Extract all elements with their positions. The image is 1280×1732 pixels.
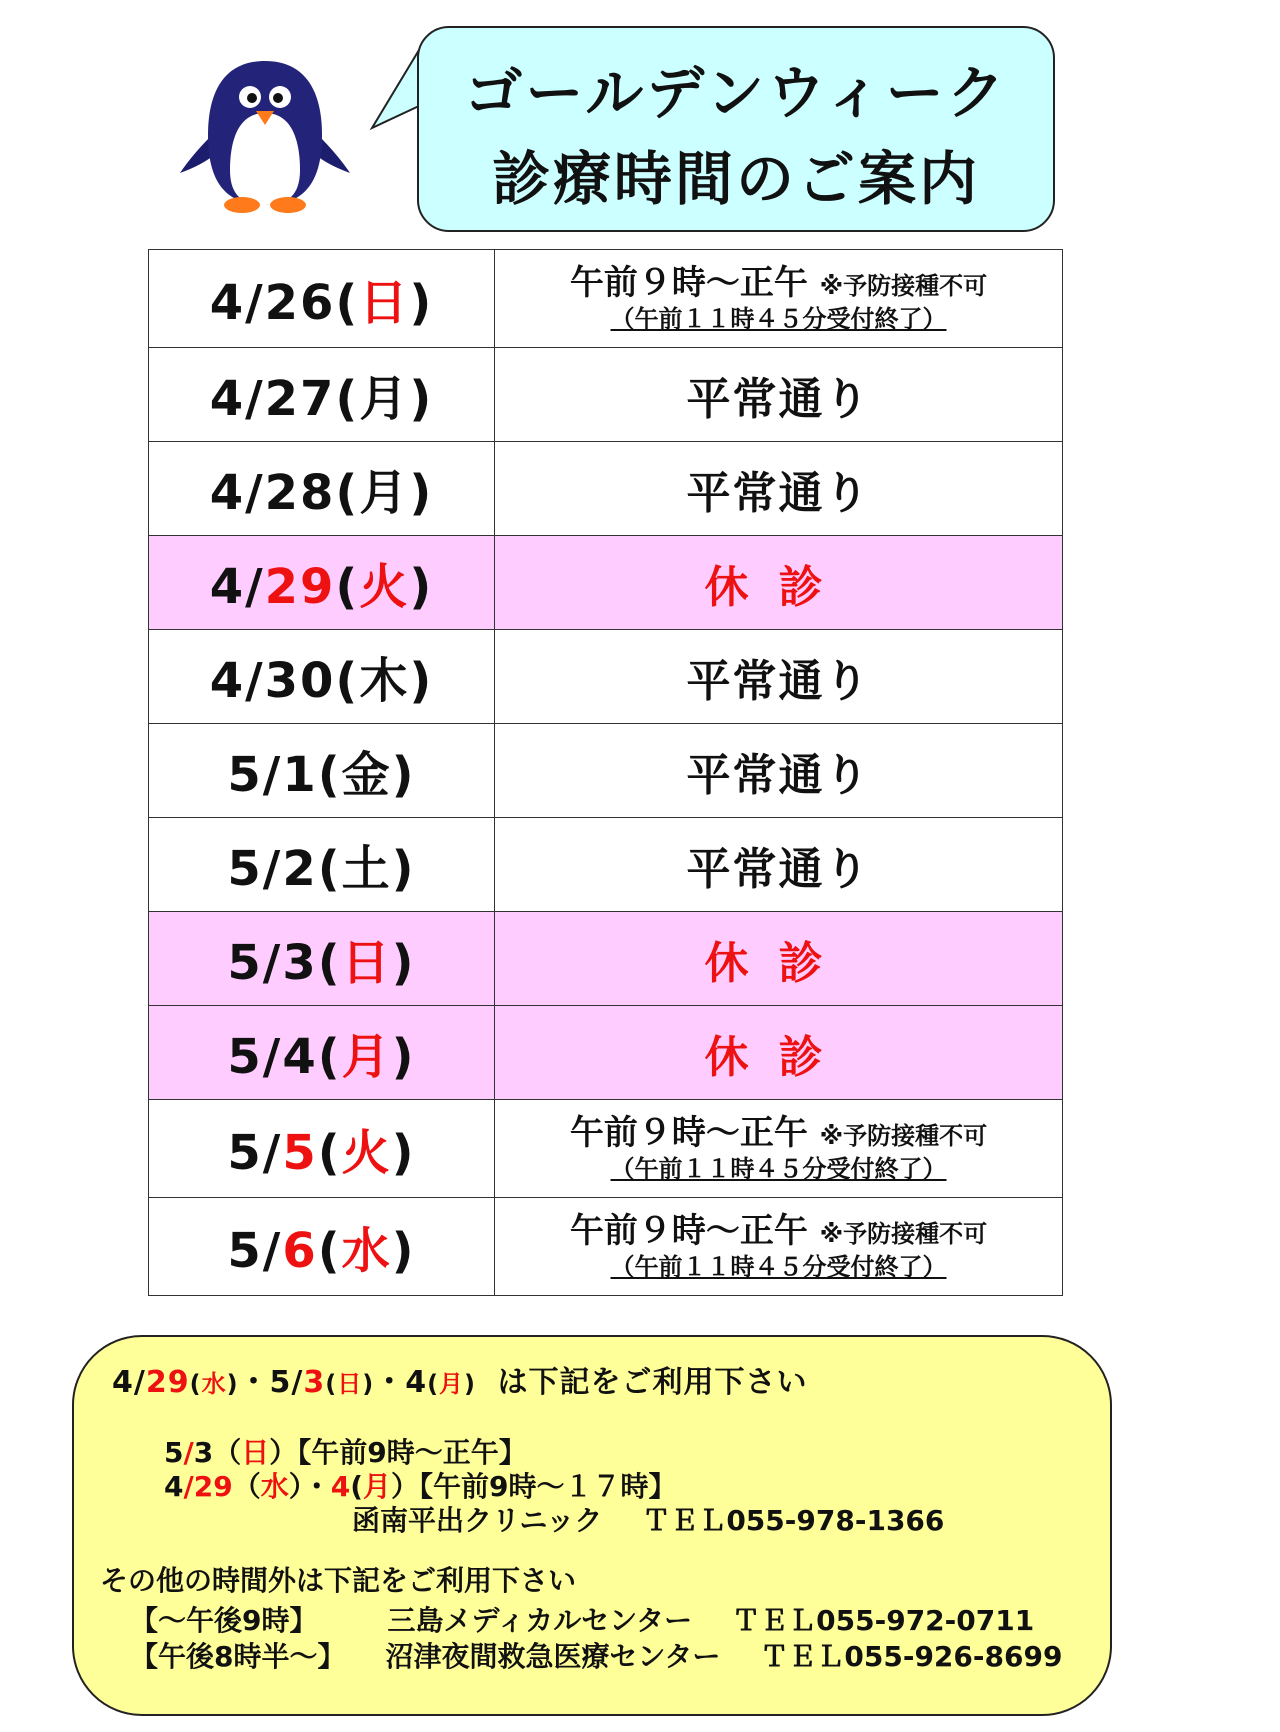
schedule-status [495, 250, 1063, 348]
info-line-mishima: 【～午後9時】 三島メディカルセンター ＴＥＬ055-972-0711 [130, 1604, 1035, 1637]
date-day: 26 [264, 275, 336, 331]
schedule-row [149, 1198, 1063, 1296]
info-line-dates: 4/29(水)・5/3(日)・4(月) は下記をご利用下さい [112, 1365, 808, 1400]
date-month: 4/ [209, 465, 265, 521]
date-day: 2 [282, 841, 318, 897]
hours-note: ※予防接種不可 [819, 272, 988, 300]
title-bubble [417, 26, 1055, 232]
date-month: 5/ [227, 1223, 283, 1279]
date-day: 3 [282, 935, 318, 991]
info-line-numazu: 【午後8時半～】 沼津夜間救急医療センター ＴＥＬ055-926-8699 [130, 1640, 1063, 1673]
date-month: 4/ [209, 559, 265, 615]
normal-label: 平常通り [686, 655, 871, 707]
date-day: 28 [264, 465, 336, 521]
normal-label: 平常通り [686, 373, 871, 425]
date-weekday: (月) [335, 465, 434, 521]
date-day: 1 [282, 747, 318, 803]
schedule-date [149, 1100, 495, 1198]
date-weekday: (木) [335, 653, 434, 709]
date-weekday: (水) [317, 1223, 416, 1279]
title-line-2: 診療時間のご案内 [491, 145, 980, 213]
date-day: 6 [282, 1223, 318, 1279]
reception-end: （午前１１時４５分受付終了） [610, 1253, 947, 1281]
date-weekday: (日) [317, 935, 416, 991]
schedule-date [149, 724, 495, 818]
reception-end: （午前１１時４５分受付終了） [610, 305, 947, 333]
schedule-row [149, 818, 1063, 912]
schedule-status [495, 818, 1063, 912]
date-month: 5/ [227, 1029, 283, 1085]
schedule-date [149, 348, 495, 442]
info-line-clinic: 函南平出クリニック ＴＥＬ055-978-1366 [352, 1504, 945, 1537]
schedule-date [149, 630, 495, 724]
schedule-date [149, 912, 495, 1006]
info-line-may3: 5/3（日）【午前9時～正午】 [164, 1436, 527, 1469]
reception-end: （午前１１時４５分受付終了） [610, 1155, 947, 1183]
schedule-row [149, 348, 1063, 442]
date-weekday: (日) [335, 275, 434, 331]
date-month: 4/ [209, 653, 265, 709]
normal-label: 平常通り [686, 749, 871, 801]
date-month: 4/ [209, 371, 265, 427]
hours-text: 午前９時～正午 [569, 1113, 808, 1153]
date-month: 5/ [227, 747, 283, 803]
hours-text: 午前９時～正午 [569, 1211, 808, 1251]
date-day: 4 [282, 1029, 318, 1085]
date-day: 27 [264, 371, 336, 427]
date-month: 5/ [227, 841, 283, 897]
schedule-row [149, 536, 1063, 630]
schedule-row [149, 724, 1063, 818]
closed-label: 休診 [704, 937, 853, 989]
hours-note: ※予防接種不可 [819, 1220, 988, 1248]
date-month: 5/ [227, 1125, 283, 1181]
hours-note: ※予防接種不可 [819, 1122, 988, 1150]
date-weekday: (火) [335, 559, 434, 615]
date-weekday: (火) [317, 1125, 416, 1181]
schedule-status [495, 912, 1063, 1006]
penguin-icon [172, 55, 358, 215]
schedule-status [495, 348, 1063, 442]
date-month: 5/ [227, 935, 283, 991]
schedule-row [149, 250, 1063, 348]
date-weekday: (月) [317, 1029, 416, 1085]
date-weekday: (土) [317, 841, 416, 897]
date-weekday: (金) [317, 747, 416, 803]
schedule-status [495, 1198, 1063, 1296]
title-line-1: ゴールデンウィーク [464, 59, 1008, 127]
schedule-row [149, 442, 1063, 536]
hours-text: 午前９時～正午 [569, 263, 808, 303]
closed-label: 休診 [704, 561, 853, 613]
closed-label: 休診 [704, 1031, 853, 1083]
schedule-table [148, 249, 1063, 1296]
schedule-date [149, 1006, 495, 1100]
schedule-date [149, 1198, 495, 1296]
schedule-row [149, 912, 1063, 1006]
schedule-status [495, 630, 1063, 724]
schedule-status [495, 1100, 1063, 1198]
schedule-date [149, 442, 495, 536]
schedule-date [149, 818, 495, 912]
info-line-apr29: 4/29（水）・4(月）【午前9時～１７時】 [164, 1470, 677, 1503]
date-day: 29 [264, 559, 336, 615]
date-day: 30 [264, 653, 336, 709]
schedule-status [495, 442, 1063, 536]
info-box [72, 1335, 1112, 1716]
schedule-status [495, 536, 1063, 630]
schedule-status [495, 724, 1063, 818]
normal-label: 平常通り [686, 843, 871, 895]
date-day: 5 [282, 1125, 318, 1181]
date-month: 4/ [209, 275, 265, 331]
normal-label: 平常通り [686, 467, 871, 519]
schedule-date [149, 250, 495, 348]
schedule-date [149, 536, 495, 630]
schedule-row [149, 630, 1063, 724]
info-line-other: その他の時間外は下記をご利用下さい [100, 1564, 577, 1597]
schedule-row [149, 1006, 1063, 1100]
date-weekday: (月) [335, 371, 434, 427]
schedule-status [495, 1006, 1063, 1100]
schedule-row [149, 1100, 1063, 1198]
